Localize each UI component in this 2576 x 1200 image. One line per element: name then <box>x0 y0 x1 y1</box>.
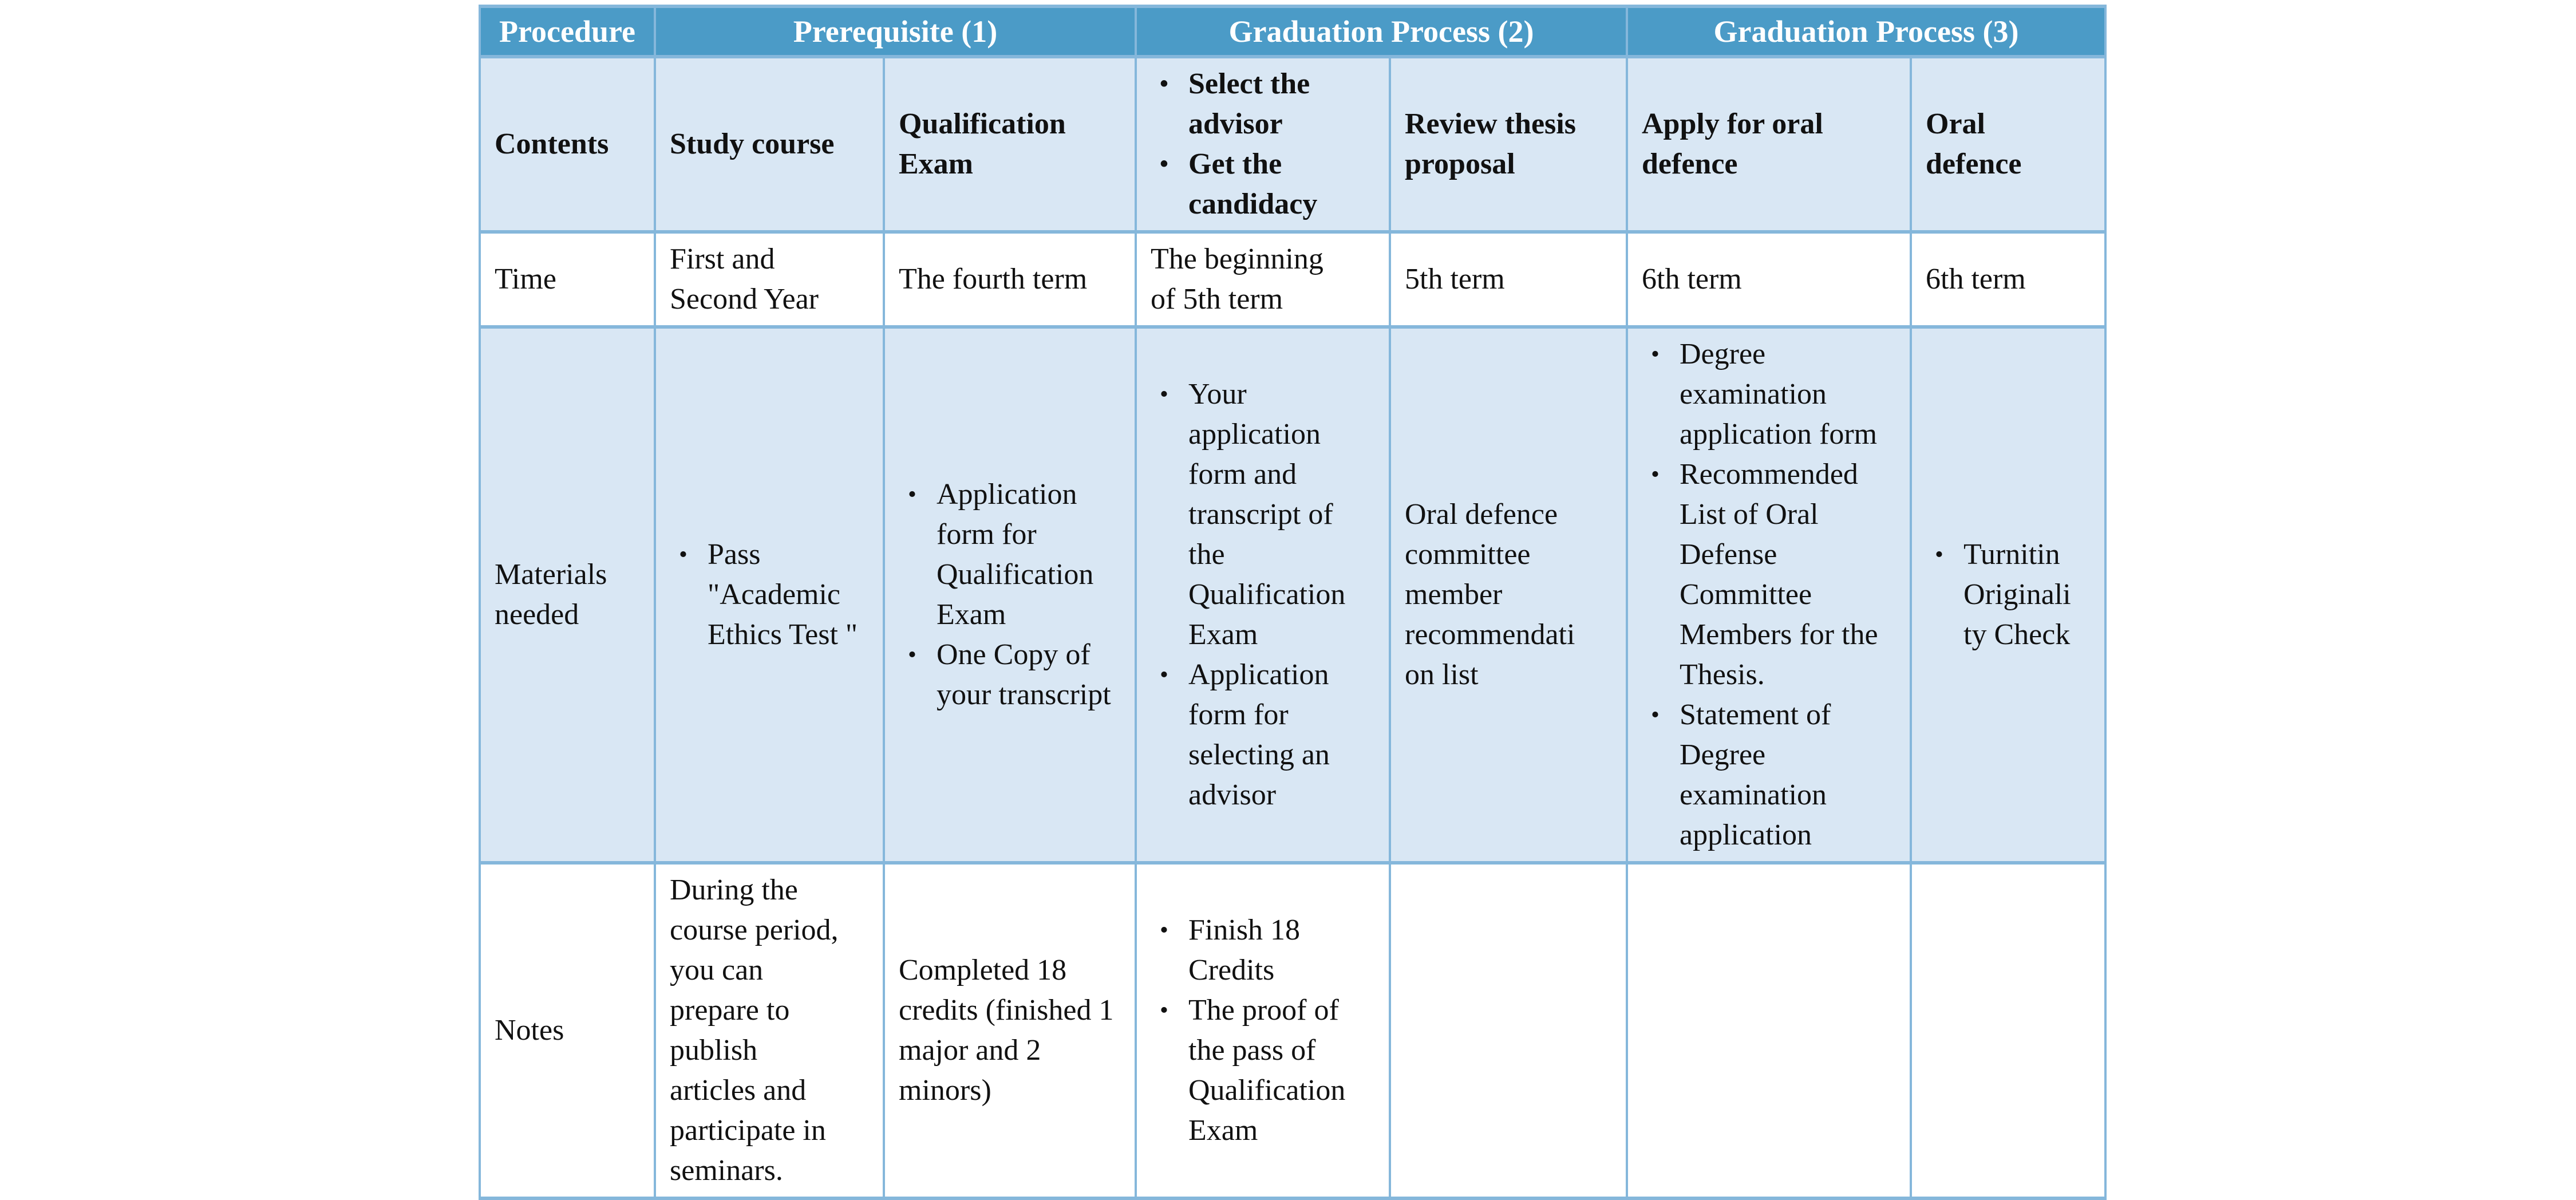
bullet-item: • Statement of Degree examination application <box>1642 695 1893 855</box>
table-row-notes <box>480 863 2105 1198</box>
cell-materials-qualification-exam <box>884 327 1136 863</box>
header-procedure: Procedure <box>480 6 655 57</box>
bullet-item: • Select the advisor <box>1151 64 1372 144</box>
row-label-time: Time <box>480 232 655 327</box>
cell-time-advisor: The beginning of 5th term <box>1136 232 1390 327</box>
cell-contents-oral-defence: Oral defence <box>1911 57 2105 232</box>
bullet-list-contents-advisor <box>1151 64 1372 224</box>
bullet-list-materials-apply-oral <box>1642 334 1893 855</box>
cell-time-oral-defence: 6th term <box>1911 232 2105 327</box>
graduation-procedure-table <box>479 5 2107 1200</box>
cell-materials-advisor <box>1136 327 1390 863</box>
cell-notes-apply-oral <box>1627 863 1911 1198</box>
bullet-item: • Pass "Academic Ethics Test " <box>670 535 866 655</box>
cell-contents-study-course: Study course <box>655 57 884 232</box>
bullet-list-notes-advisor <box>1151 910 1372 1151</box>
header-graduation-process-3: Graduation Process (3) <box>1627 6 2105 57</box>
bullet-item: • Application form for Qualification Exam <box>899 475 1117 635</box>
bullet-list-materials-oral-defence <box>1926 535 2087 655</box>
cell-time-qualification-exam: The fourth term <box>884 232 1136 327</box>
bullet-list-materials-advisor <box>1151 374 1372 815</box>
cell-notes-study-course: During the course period, you can prepare to publish articles and participate in seminars. <box>655 863 884 1198</box>
table-row-materials <box>480 327 2105 863</box>
cell-contents-apply-oral: Apply for oral defence <box>1627 57 1911 232</box>
cell-notes-qualification-exam: Completed 18 credits (finished 1 major and 2 minors) <box>884 863 1136 1198</box>
bullet-item: • One Copy of your transcript <box>899 635 1117 715</box>
bullet-item: • Application form for selecting an advisor <box>1151 655 1372 815</box>
bullet-list-materials-study-course <box>670 535 866 655</box>
cell-notes-review-thesis <box>1390 863 1627 1198</box>
table-row-contents <box>480 57 2105 232</box>
cell-notes-advisor <box>1136 863 1390 1198</box>
header-graduation-process-2: Graduation Process (2) <box>1136 6 1627 57</box>
procedure-table <box>479 5 2107 1200</box>
cell-time-review-thesis: 5th term <box>1390 232 1627 327</box>
bullet-item: • Recommended List of Oral Defense Committee Members for the Thesis. <box>1642 455 1893 695</box>
bullet-item: • Get the candidacy <box>1151 144 1372 224</box>
cell-materials-review-thesis: Oral defence committee member recommendati on list <box>1390 327 1627 863</box>
cell-time-study-course: First and Second Year <box>655 232 884 327</box>
cell-materials-study-course <box>655 327 884 863</box>
cell-contents-qualification-exam: Qualification Exam <box>884 57 1136 232</box>
cell-materials-apply-oral <box>1627 327 1911 863</box>
bullet-list-materials-qualification <box>899 475 1117 715</box>
row-label-contents: Contents <box>480 57 655 232</box>
bullet-item: • Your application form and transcript of the Qualification Exam <box>1151 374 1372 655</box>
bullet-item: • Degree examination application form <box>1642 334 1893 455</box>
table-row-time <box>480 232 2105 327</box>
cell-contents-advisor <box>1136 57 1390 232</box>
bullet-item: • Finish 18 Credits <box>1151 910 1372 990</box>
bullet-item: • Turnitin Originali ty Check <box>1926 535 2087 655</box>
bullet-item: • The proof of the pass of Qualification Exam <box>1151 990 1372 1151</box>
cell-contents-review-thesis: Review thesis proposal <box>1390 57 1627 232</box>
row-label-notes: Notes <box>480 863 655 1198</box>
header-prerequisite-1: Prerequisite (1) <box>655 6 1136 57</box>
cell-notes-oral-defence <box>1911 863 2105 1198</box>
table-header-row <box>480 6 2105 57</box>
cell-materials-oral-defence <box>1911 327 2105 863</box>
cell-time-apply-oral: 6th term <box>1627 232 1911 327</box>
row-label-materials: Materials needed <box>480 327 655 863</box>
